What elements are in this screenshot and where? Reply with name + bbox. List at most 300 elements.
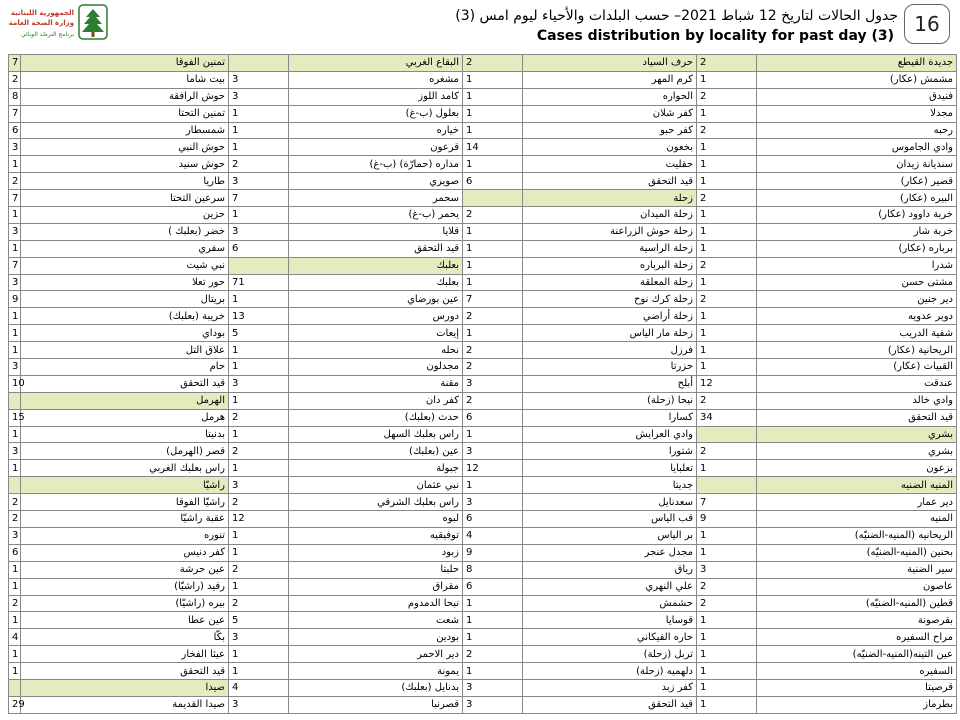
locality-name: نحله xyxy=(289,342,463,359)
locality-name: بزعون xyxy=(757,460,957,477)
case-count: 1 xyxy=(697,696,757,713)
case-count xyxy=(463,190,523,207)
case-count: 2 xyxy=(9,173,21,190)
locality-name: دورس xyxy=(289,308,463,325)
locality-name: بيره (راشيّا) xyxy=(21,595,229,612)
locality-name: بعلبك xyxy=(289,274,463,291)
locality-name: دلهميه (زحلة) xyxy=(523,663,697,680)
case-count xyxy=(9,392,21,409)
case-count: 1 xyxy=(9,342,21,359)
locality-name: القبيات (عكار) xyxy=(757,359,957,376)
case-count: 3 xyxy=(463,696,523,713)
case-count: 3 xyxy=(229,223,289,240)
case-count: 1 xyxy=(697,527,757,544)
locality-name: نبي شيت xyxy=(21,257,229,274)
locality-name: حور تعلا xyxy=(21,274,229,291)
case-count xyxy=(229,55,289,72)
case-count xyxy=(697,477,757,494)
district-header: بعلبك xyxy=(289,257,463,274)
table-row xyxy=(9,663,957,680)
locality-name: حاره الفيكاني xyxy=(523,629,697,646)
locality-name: حام xyxy=(21,359,229,376)
case-count: 1 xyxy=(9,325,21,342)
locality-name: مشغره xyxy=(289,71,463,88)
locality-name: راشيّا الفوقا xyxy=(21,494,229,511)
locality-name: قيد التحقق xyxy=(757,409,957,426)
locality-name: مشتى حسن xyxy=(757,274,957,291)
locality-name: دير الاحمر xyxy=(289,646,463,663)
district-header: البقاع الغربي xyxy=(289,55,463,72)
locality-name: زحلة أراضي xyxy=(523,308,697,325)
locality-name: رحبه xyxy=(757,122,957,139)
case-count: 2 xyxy=(463,308,523,325)
locality-name: مقراق xyxy=(289,578,463,595)
locality-name: الحواره xyxy=(523,88,697,105)
case-count: 2 xyxy=(463,342,523,359)
case-count: 2 xyxy=(463,359,523,376)
case-count: 2 xyxy=(229,494,289,511)
case-count: 2 xyxy=(697,190,757,207)
case-count: 1 xyxy=(463,71,523,88)
table-row xyxy=(9,629,957,646)
locality-name: مجدل عنجر xyxy=(523,544,697,561)
locality-name: وادي العرايش xyxy=(523,426,697,443)
locality-name: بكّا xyxy=(21,629,229,646)
locality-name: زحلة الميدان xyxy=(523,207,697,224)
case-count: 8 xyxy=(9,88,21,105)
case-count: 7 xyxy=(229,190,289,207)
case-count: 3 xyxy=(9,443,21,460)
locality-name: دير عمار xyxy=(757,494,957,511)
locality-name: عندقت xyxy=(757,375,957,392)
case-count: 1 xyxy=(9,561,21,578)
case-count: 1 xyxy=(697,544,757,561)
case-count: 4 xyxy=(9,629,21,646)
case-count: 1 xyxy=(697,308,757,325)
case-count: 6 xyxy=(463,578,523,595)
locality-name: راس بعلبك السهل xyxy=(289,426,463,443)
case-count: 6 xyxy=(9,544,21,561)
table-row xyxy=(9,71,957,88)
locality-name: قيد التحقق xyxy=(523,696,697,713)
case-count: 2 xyxy=(9,511,21,528)
case-count: 3 xyxy=(229,71,289,88)
case-count: 3 xyxy=(9,274,21,291)
locality-name: حزرتا xyxy=(523,359,697,376)
locality-name: برباره (عكار) xyxy=(757,240,957,257)
case-count: 34 xyxy=(697,409,757,426)
table-row xyxy=(9,88,957,105)
locality-name: زحلة كرك نوح xyxy=(523,291,697,308)
locality-name: كفر دنيس xyxy=(21,544,229,561)
locality-name: زحلة الراسية xyxy=(523,240,697,257)
locality-name: عين حرشة xyxy=(21,561,229,578)
case-count: 1 xyxy=(9,308,21,325)
case-count: 3 xyxy=(229,629,289,646)
table-row xyxy=(9,409,957,426)
table-row xyxy=(9,696,957,713)
table-row xyxy=(9,544,957,561)
case-count: 3 xyxy=(229,173,289,190)
locality-name: زحلة مار الياس xyxy=(523,325,697,342)
table-row xyxy=(9,122,957,139)
locality-name: مراح السفيره xyxy=(757,629,957,646)
case-count: 2 xyxy=(697,443,757,460)
case-count: 2 xyxy=(463,207,523,224)
case-count: 1 xyxy=(463,88,523,105)
locality-name: قيد التحقق xyxy=(289,240,463,257)
locality-name: تعلبايا xyxy=(523,460,697,477)
case-count: 2 xyxy=(463,55,523,72)
locality-name: علاق التل xyxy=(21,342,229,359)
case-count: 1 xyxy=(9,207,21,224)
case-count: 7 xyxy=(9,105,21,122)
case-count: 2 xyxy=(463,392,523,409)
locality-name: يمونة xyxy=(289,663,463,680)
table-row xyxy=(9,156,957,173)
case-count: 1 xyxy=(697,612,757,629)
case-count: 1 xyxy=(9,578,21,595)
case-count: 3 xyxy=(9,223,21,240)
locality-name: إيعات xyxy=(289,325,463,342)
locality-name: حشمش xyxy=(523,595,697,612)
locality-name: كفر شلان xyxy=(523,105,697,122)
locality-name: قيد التحقق xyxy=(21,375,229,392)
case-count: 2 xyxy=(229,443,289,460)
district-header: راشيّا xyxy=(21,477,229,494)
case-count: 1 xyxy=(697,139,757,156)
locality-name: حدث (بعلبك) xyxy=(289,409,463,426)
locality-name: بخعون xyxy=(523,139,697,156)
locality-name: قيد التحقق xyxy=(523,173,697,190)
locality-name: رياق xyxy=(523,561,697,578)
table-row xyxy=(9,223,957,240)
case-count: 2 xyxy=(697,55,757,72)
locality-name: زحلة المعلقة xyxy=(523,274,697,291)
locality-name: شفية الدريب xyxy=(757,325,957,342)
table-row xyxy=(9,392,957,409)
locality-name: شدرا xyxy=(757,257,957,274)
table-row xyxy=(9,477,957,494)
table-row xyxy=(9,375,957,392)
locality-name: حقليت xyxy=(523,156,697,173)
locality-name: زحلة حوش الزراعنة xyxy=(523,223,697,240)
case-count: 1 xyxy=(229,122,289,139)
locality-name: حوش الرافقة xyxy=(21,88,229,105)
case-count: 1 xyxy=(229,646,289,663)
locality-name: دير جنين xyxy=(757,291,957,308)
locality-name: حلبتا xyxy=(289,561,463,578)
case-count: 1 xyxy=(9,156,21,173)
locality-name: قرعون xyxy=(289,139,463,156)
district-header: الهرمل xyxy=(21,392,229,409)
case-count: 1 xyxy=(463,257,523,274)
case-count: 2 xyxy=(229,595,289,612)
table-row xyxy=(9,257,957,274)
case-count: 1 xyxy=(697,646,757,663)
case-count: 6 xyxy=(463,511,523,528)
case-count: 3 xyxy=(463,375,523,392)
locality-name: بقرصونة xyxy=(757,612,957,629)
table-row xyxy=(9,679,957,696)
case-count: 1 xyxy=(229,663,289,680)
locality-name: فنيدق xyxy=(757,88,957,105)
case-count: 1 xyxy=(463,105,523,122)
locality-name: قلايا xyxy=(289,223,463,240)
locality-name: بعلول (ب-غ) xyxy=(289,105,463,122)
locality-name: الريحانية (عكار) xyxy=(757,342,957,359)
case-count: 12 xyxy=(463,460,523,477)
locality-name: مشمش (عكار) xyxy=(757,71,957,88)
case-count: 3 xyxy=(9,527,21,544)
locality-name: نيحا (زحلة) xyxy=(523,392,697,409)
case-count: 3 xyxy=(229,696,289,713)
locality-name: سعدنايل xyxy=(523,494,697,511)
locality-name: حوش سنيد xyxy=(21,156,229,173)
table-row xyxy=(9,460,957,477)
locality-name: كفر حبو xyxy=(523,122,697,139)
case-count: 3 xyxy=(229,88,289,105)
case-count: 1 xyxy=(463,629,523,646)
locality-name: قصر (الهرمل) xyxy=(21,443,229,460)
table-row xyxy=(9,291,957,308)
case-count: 1 xyxy=(697,342,757,359)
locality-name: عين بورضاي xyxy=(289,291,463,308)
case-count: 2 xyxy=(697,122,757,139)
locality-name: الريحانيه (المنيه-الضنيّه) xyxy=(757,527,957,544)
locality-name: لبوه xyxy=(289,511,463,528)
locality-name: عين التينه(المنيه-الضنيّه) xyxy=(757,646,957,663)
case-count: 7 xyxy=(9,190,21,207)
case-count: 7 xyxy=(9,55,21,72)
case-count: 6 xyxy=(463,173,523,190)
locality-name: وادي خالد xyxy=(757,392,957,409)
case-count: 1 xyxy=(463,325,523,342)
case-count: 1 xyxy=(463,274,523,291)
cedar-icon xyxy=(78,4,108,40)
title-english: Cases distribution by locality for past day (3) xyxy=(536,28,894,44)
case-count: 71 xyxy=(229,274,289,291)
case-count: 15 xyxy=(9,409,21,426)
case-count: 1 xyxy=(463,156,523,173)
locality-name: راس بعلبك الغربي xyxy=(21,460,229,477)
ministry-logo xyxy=(6,4,110,44)
case-count: 14 xyxy=(463,139,523,156)
case-count: 3 xyxy=(463,679,523,696)
case-count: 7 xyxy=(463,291,523,308)
locality-name: المنيه xyxy=(757,511,957,528)
table-row xyxy=(9,139,957,156)
table-row xyxy=(9,342,957,359)
table-row xyxy=(9,646,957,663)
locality-name: صيدا القديمة xyxy=(21,696,229,713)
case-count: 1 xyxy=(697,223,757,240)
locality-name: بوداي xyxy=(21,325,229,342)
case-count: 1 xyxy=(229,291,289,308)
locality-name: قطين (المنيه-الضنيّه) xyxy=(757,595,957,612)
case-count: 3 xyxy=(463,443,523,460)
locality-name: جديدة القيطع xyxy=(757,55,957,72)
case-count: 5 xyxy=(229,612,289,629)
case-count: 1 xyxy=(697,173,757,190)
case-count: 1 xyxy=(697,663,757,680)
locality-name: البيره (عكار) xyxy=(757,190,957,207)
case-count: 1 xyxy=(9,646,21,663)
district-header: زحلة xyxy=(523,190,697,207)
case-count: 6 xyxy=(463,409,523,426)
locality-name: سنديانة زيدان xyxy=(757,156,957,173)
case-count: 1 xyxy=(229,544,289,561)
case-count: 1 xyxy=(9,663,21,680)
table-row xyxy=(9,105,957,122)
case-count: 1 xyxy=(697,679,757,696)
locality-name: عين (بعلبك) xyxy=(289,443,463,460)
case-count: 29 xyxy=(9,696,21,713)
table-row xyxy=(9,308,957,325)
case-count: 1 xyxy=(229,392,289,409)
locality-name: رفيد (راشيّا) xyxy=(21,578,229,595)
case-count: 1 xyxy=(229,460,289,477)
locality-name: قصير (عكار) xyxy=(757,173,957,190)
locality-name: خربة شار xyxy=(757,223,957,240)
logo-line1: الجمهورية اللبنانية xyxy=(10,9,74,17)
locality-name: حوش النبي xyxy=(21,139,229,156)
case-count: 3 xyxy=(229,477,289,494)
case-count: 2 xyxy=(697,578,757,595)
locality-name: كفر زبد xyxy=(523,679,697,696)
locality-name: قصرنبا xyxy=(289,696,463,713)
case-count: 4 xyxy=(229,679,289,696)
table-row xyxy=(9,274,957,291)
logo-line3: برنامج الترصّد الوبائي xyxy=(20,31,74,38)
case-count: 1 xyxy=(697,460,757,477)
case-count: 6 xyxy=(9,122,21,139)
locality-name: سير الضنية xyxy=(757,561,957,578)
locality-name: شتورا xyxy=(523,443,697,460)
locality-name: عقبة راشيّا xyxy=(21,511,229,528)
table-row xyxy=(9,578,957,595)
locality-name: بيت شاما xyxy=(21,71,229,88)
case-count: 1 xyxy=(463,122,523,139)
table-row xyxy=(9,527,957,544)
case-count: 1 xyxy=(229,527,289,544)
page-number: 16 xyxy=(904,4,950,44)
case-count: 1 xyxy=(463,477,523,494)
locality-name: بريتال xyxy=(21,291,229,308)
case-count xyxy=(9,477,21,494)
case-count: 1 xyxy=(229,342,289,359)
case-count xyxy=(697,426,757,443)
case-count: 1 xyxy=(9,240,21,257)
locality-name: يحمر (ب-غ) xyxy=(289,207,463,224)
locality-name: حرف السياد xyxy=(523,55,697,72)
case-count: 2 xyxy=(229,561,289,578)
case-count: 1 xyxy=(229,578,289,595)
locality-name: بحنين (المنيه-الضنيّه) xyxy=(757,544,957,561)
case-count: 6 xyxy=(229,240,289,257)
case-count: 3 xyxy=(463,494,523,511)
locality-name: خياره xyxy=(289,122,463,139)
locality-name: تمنين التحتا xyxy=(21,105,229,122)
locality-name: حزين xyxy=(21,207,229,224)
case-count: 2 xyxy=(463,646,523,663)
table-row xyxy=(9,325,957,342)
locality-name: نبي عثمان xyxy=(289,477,463,494)
locality-name: سحمر xyxy=(289,190,463,207)
locality-name: تنوره xyxy=(21,527,229,544)
case-count: 1 xyxy=(697,71,757,88)
case-count: 1 xyxy=(9,460,21,477)
case-count: 1 xyxy=(697,325,757,342)
case-count: 2 xyxy=(9,494,21,511)
case-count: 9 xyxy=(697,511,757,528)
case-count: 1 xyxy=(697,629,757,646)
case-count: 2 xyxy=(9,71,21,88)
table-row xyxy=(9,595,957,612)
case-count: 4 xyxy=(463,527,523,544)
cases-table xyxy=(8,54,957,714)
case-count: 1 xyxy=(697,156,757,173)
table-row xyxy=(9,426,957,443)
locality-name: كرم المهر xyxy=(523,71,697,88)
locality-name: سفري xyxy=(21,240,229,257)
locality-name: بشري xyxy=(757,443,957,460)
locality-name: عاصون xyxy=(757,578,957,595)
case-count: 2 xyxy=(697,392,757,409)
district-header: بشري xyxy=(757,426,957,443)
table-row xyxy=(9,443,957,460)
table-row xyxy=(9,612,957,629)
case-count: 2 xyxy=(9,595,21,612)
case-count: 1 xyxy=(229,359,289,376)
table-row xyxy=(9,190,957,207)
locality-name: بودين xyxy=(289,629,463,646)
case-count: 1 xyxy=(9,426,21,443)
district-header: صيدا xyxy=(21,679,229,696)
locality-name: بر الياس xyxy=(523,527,697,544)
case-count: 2 xyxy=(697,291,757,308)
locality-name: وادي الجاموس xyxy=(757,139,957,156)
locality-name: بدنايل (بعلبك) xyxy=(289,679,463,696)
locality-name: سرعين التحتا xyxy=(21,190,229,207)
table-row xyxy=(9,359,957,376)
case-count: 12 xyxy=(697,375,757,392)
locality-name: كسارا xyxy=(523,409,697,426)
locality-name: قوسايا xyxy=(523,612,697,629)
case-count: 1 xyxy=(463,240,523,257)
case-count: 2 xyxy=(697,595,757,612)
locality-name: خريبة (بعلبك) xyxy=(21,308,229,325)
case-count: 1 xyxy=(463,595,523,612)
case-count: 13 xyxy=(229,308,289,325)
table-row xyxy=(9,55,957,72)
locality-name: خربة داوود (عكار) xyxy=(757,207,957,224)
case-count: 3 xyxy=(9,359,21,376)
title-arabic: جدول الحالات لتاريخ 12 شباط 2021– حسب البلدات والأحياء ليوم امس (3) xyxy=(455,8,898,24)
case-count: 12 xyxy=(229,511,289,528)
case-count: 1 xyxy=(697,105,757,122)
case-count: 9 xyxy=(463,544,523,561)
logo-line2: وزارة الصحة العامة xyxy=(8,19,74,27)
locality-name: بطرماز xyxy=(757,696,957,713)
table-row xyxy=(9,207,957,224)
case-count xyxy=(229,257,289,274)
locality-name: خضر (بعلبك ) xyxy=(21,223,229,240)
locality-name: بدنيتا xyxy=(21,426,229,443)
locality-name: مجدلا xyxy=(757,105,957,122)
locality-name: فرزل xyxy=(523,342,697,359)
case-count: 9 xyxy=(9,291,21,308)
